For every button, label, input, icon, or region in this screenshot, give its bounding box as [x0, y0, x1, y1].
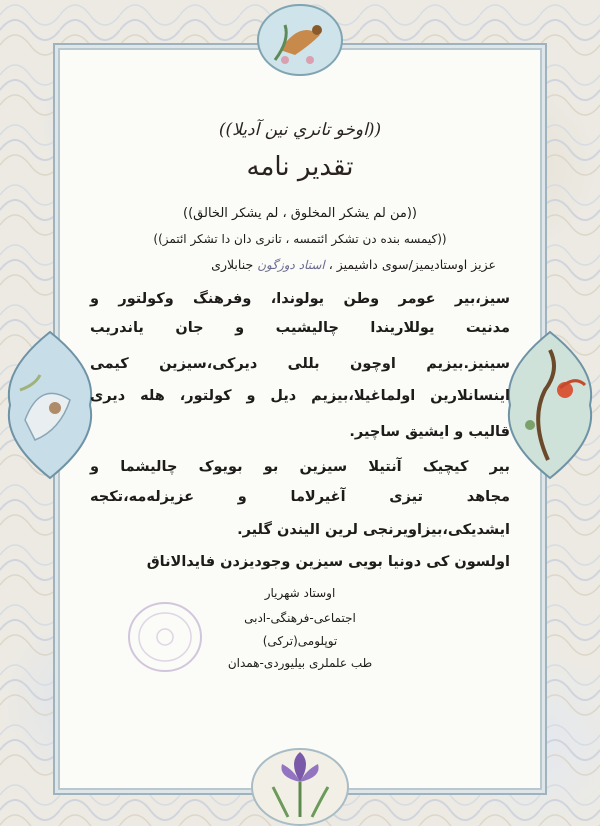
basmala-heading: ((اوخو تانري نين آديلا)) — [218, 120, 382, 140]
body-line: مدنيت يوللاريندا چاليشيب و جان ياندريب — [90, 320, 510, 336]
address-prefix: عزيز اوستاديميز/سوى داشيميز ، — [328, 257, 496, 272]
bird-ornament-icon — [255, 0, 345, 78]
handwritten-name: استاد دوزگون — [257, 258, 325, 272]
quote-turkic: ((كيمسه بنده دن تشكر ائتمسه ، تانرى دان دا تشكر ائتمز)) — [153, 232, 447, 246]
quote-arabic: ((من لم يشكر المخلوق ، لم يشكر الخالق)) — [183, 206, 417, 221]
address-suffix: جنابلارى — [211, 257, 254, 272]
left-medallion-icon — [0, 330, 100, 480]
body-line: اولسون كى دونيا بويى سيزين وجوديزدن فايدالاناق — [146, 554, 510, 570]
signature-line: طب علملرى بيليوردى-همدان — [227, 656, 373, 670]
signature-line: توپلومى(تركى) — [262, 634, 338, 648]
body-line: مجاهد تيزى آغيرلاما و عزيزله‌مه،تكجه — [90, 489, 510, 505]
body-line: سيز،بير عومر وطن يولوندا، وفرهنگ وكولتور و — [90, 291, 510, 307]
iris-ornament-icon — [248, 742, 352, 826]
body-line: اينسانلارين اولماغيلا،بيزيم ديل و كولتور، هله ديرى — [90, 388, 510, 404]
body-line: ايشديكى،بيزاويرنجى لرين اليندن گلير. — [237, 522, 510, 538]
right-medallion-icon — [500, 330, 600, 480]
body-line: سينيز.بيزيم اوچون بللى ديركى،سيزين كيمى — [90, 356, 510, 372]
signature-line: اجتماعى-فرهنگى-ادبى — [244, 611, 356, 625]
recipient-address — [96, 257, 496, 272]
page-title: تقدير نامه — [246, 152, 354, 182]
signature-name: اوستاد شهريار — [264, 586, 336, 600]
body-line: بير كيچيک آنتيلا سيزين بو بويوک چاليشما و — [90, 459, 510, 475]
body-line: قاليب و ايشيق ساچير. — [349, 424, 510, 440]
